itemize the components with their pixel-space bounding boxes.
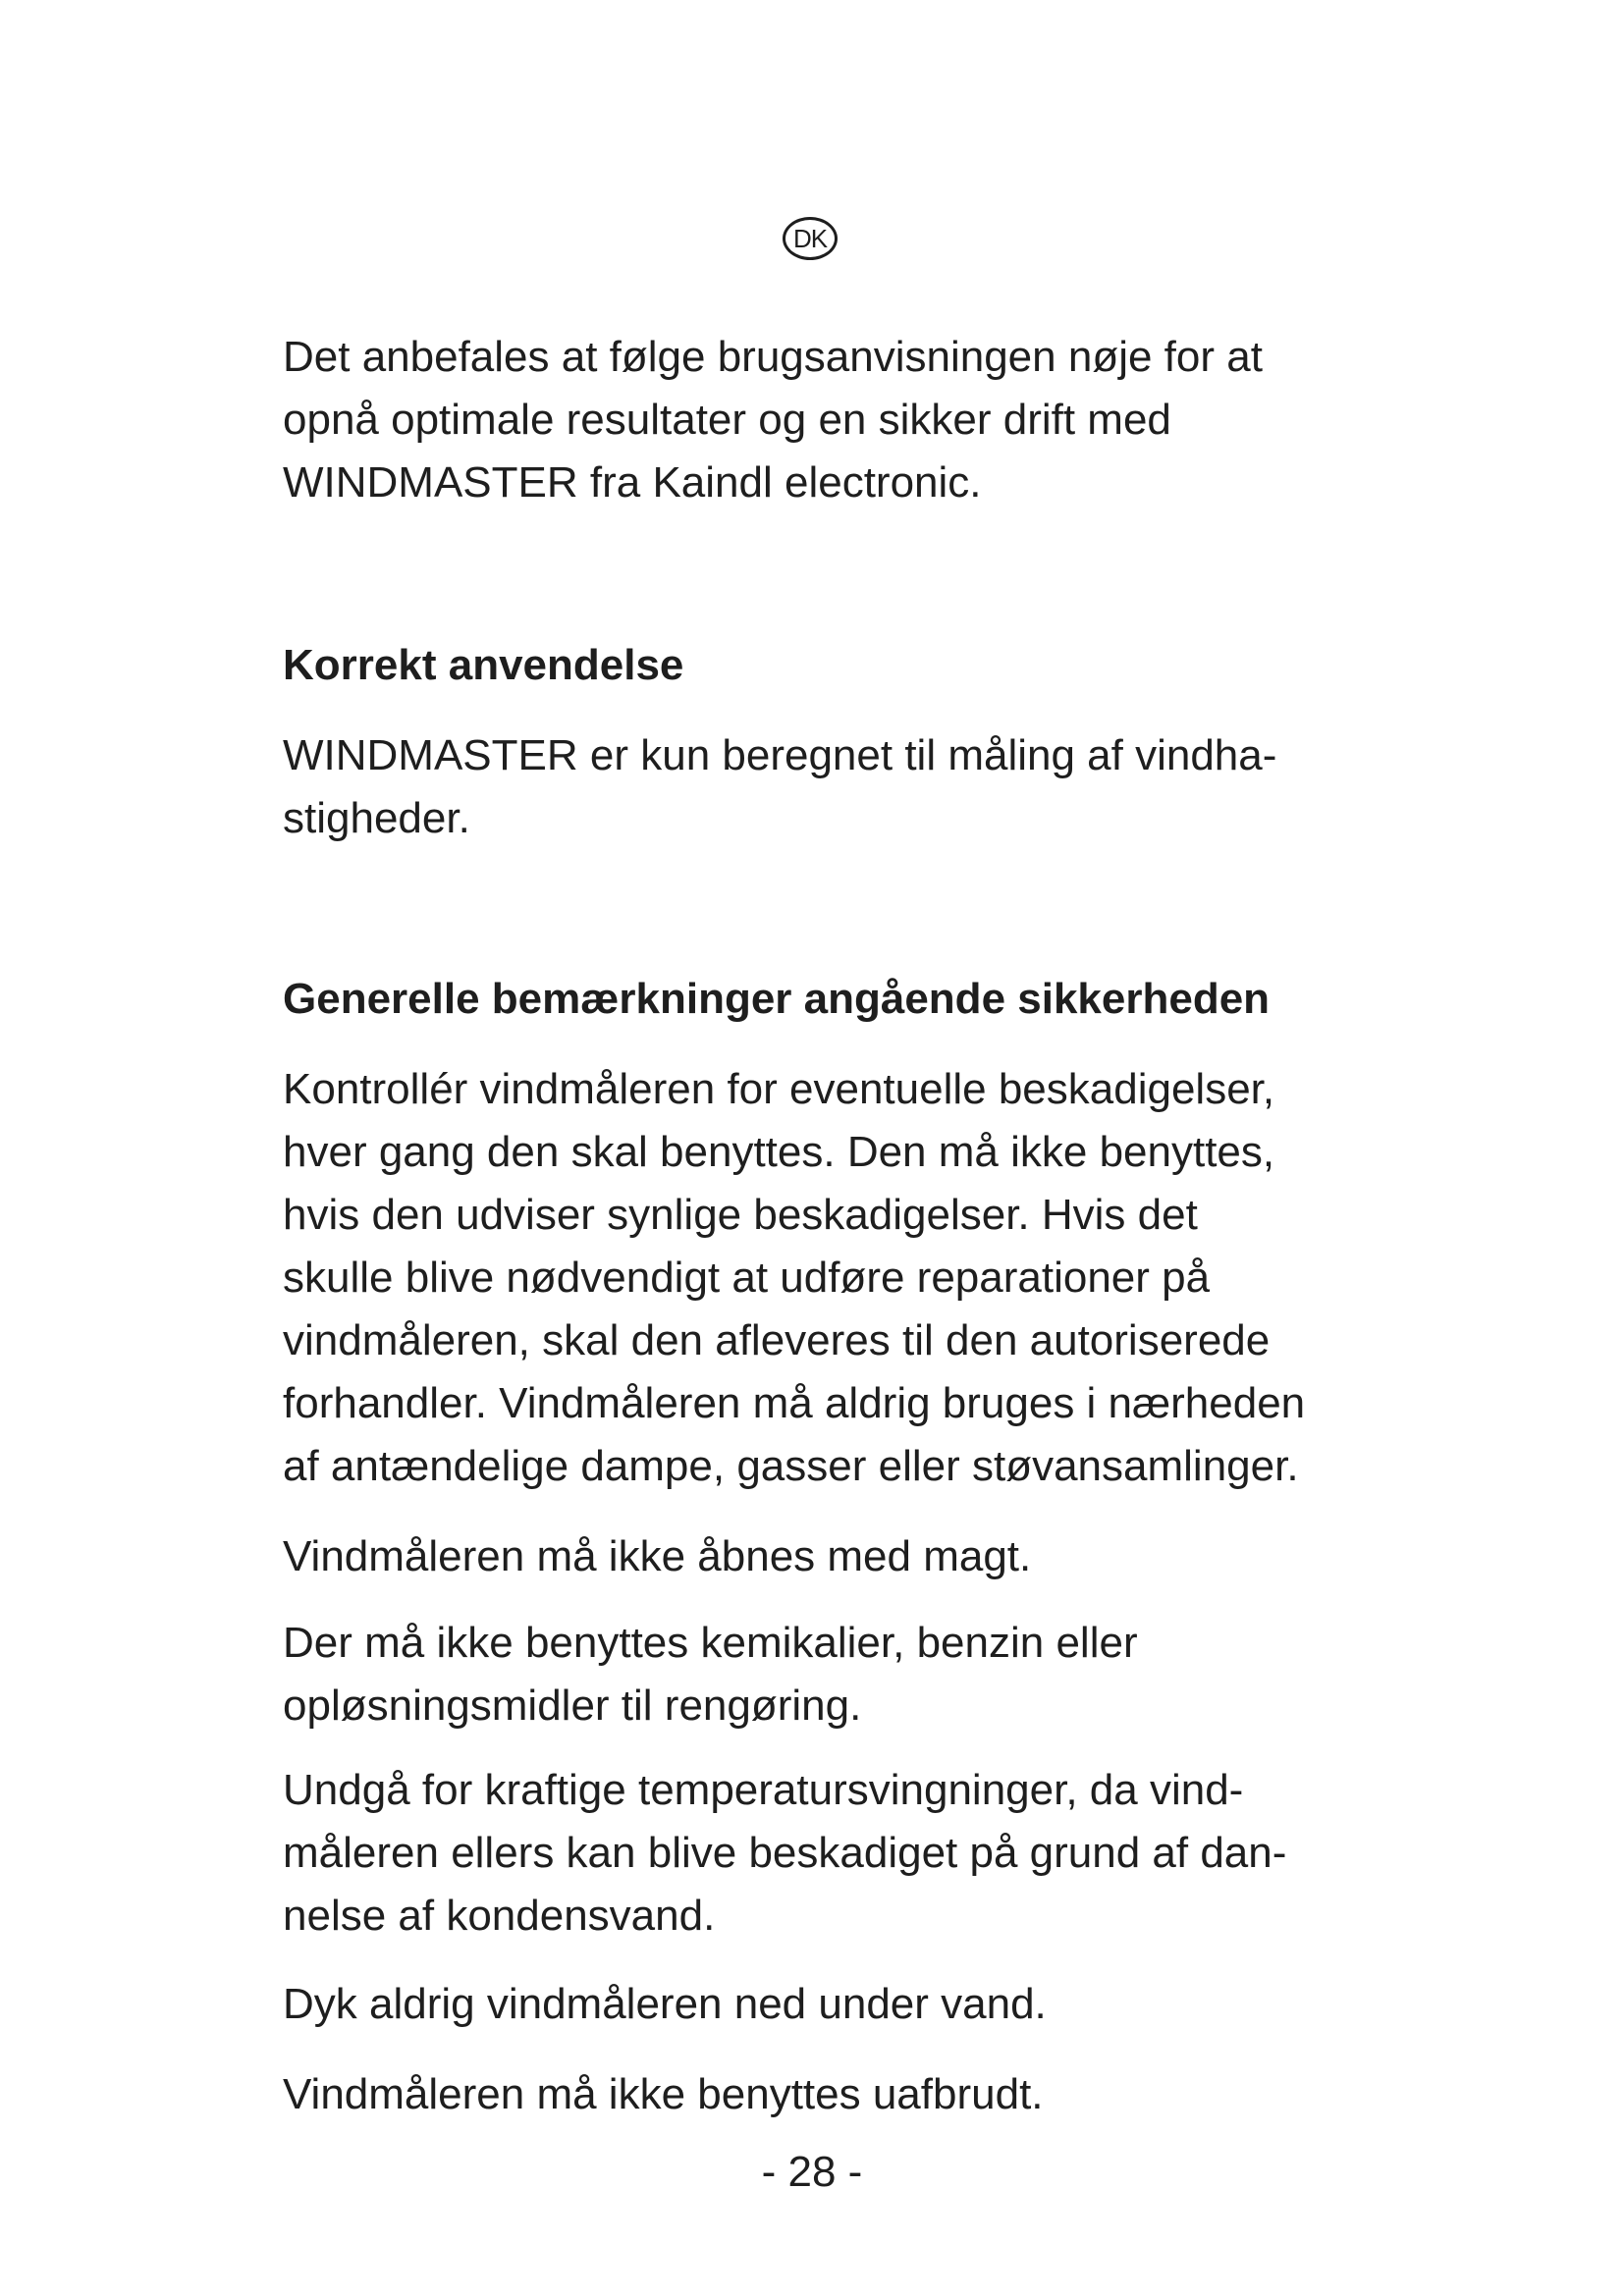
correct-use-line: WINDMASTER er kun beregnet til måling af vindha- — [283, 731, 1277, 779]
page-number: - 28 - — [761, 2148, 863, 2196]
safety-paragraph-continuous-use — [283, 2063, 1382, 2126]
intro-line: WINDMASTER fra Kaindl electronic. — [283, 458, 982, 507]
intro-line: Det anbefales at følge brugsanvisningen nøje for at — [283, 333, 1263, 381]
safety-paragraph-water — [283, 1973, 1382, 2036]
heading-correct-use: Korrekt anvendelse — [283, 641, 684, 689]
safety-line: opløsningsmidler til rengøring. — [283, 1682, 862, 1730]
heading-safety-notes: Generelle bemærkninger angående sikkerheden — [283, 975, 1271, 1023]
safety-line: Kontrollér vindmåleren for eventuelle beskadigelser, — [283, 1065, 1275, 1113]
safety-line: forhandler. Vindmåleren må aldrig bruges i nærheden — [283, 1379, 1306, 1427]
safety-line: Vindmåleren må ikke benyttes uafbrudt. — [283, 2070, 1044, 2118]
correct-use-paragraph — [283, 724, 1382, 850]
safety-line: hver gang den skal benyttes. Den må ikke benyttes, — [283, 1128, 1275, 1176]
safety-line: Der må ikke benyttes kemikalier, benzin eller — [283, 1619, 1138, 1667]
safety-paragraph-inspection — [283, 1058, 1382, 1498]
safety-line: måleren ellers kan blive beskadiget på grund af dan- — [283, 1829, 1287, 1877]
intro-line: opnå optimale resultater og en sikker drift med — [283, 396, 1171, 444]
safety-line: nelse af kondensvand. — [283, 1892, 716, 1940]
safety-line: Dyk aldrig vindmåleren ned under vand. — [283, 1980, 1047, 2028]
intro-paragraph — [283, 326, 1382, 514]
language-badge-dk — [783, 217, 838, 260]
safety-line: vindmåleren, skal den afleveres til den autoriserede — [283, 1316, 1271, 1364]
correct-use-line: stigheder. — [283, 794, 470, 842]
safety-line: Vindmåleren må ikke åbnes med magt. — [283, 1532, 1032, 1580]
safety-line: af antændelige dampe, gasser eller støvansamlinger. — [283, 1442, 1299, 1490]
safety-line: Undgå for kraftige temperatursvingninger, da vind- — [283, 1766, 1244, 1814]
safety-paragraph-temperature — [283, 1759, 1382, 1948]
safety-line: skulle blive nødvendigt at udføre reparationer på — [283, 1254, 1211, 1302]
safety-paragraph-do-not-force-open — [283, 1525, 1382, 1588]
safety-paragraph-cleaning — [283, 1612, 1382, 1737]
language-badge-label: DK — [792, 224, 828, 253]
safety-line: hvis den udviser synlige beskadigelser. Hvis det — [283, 1191, 1198, 1239]
